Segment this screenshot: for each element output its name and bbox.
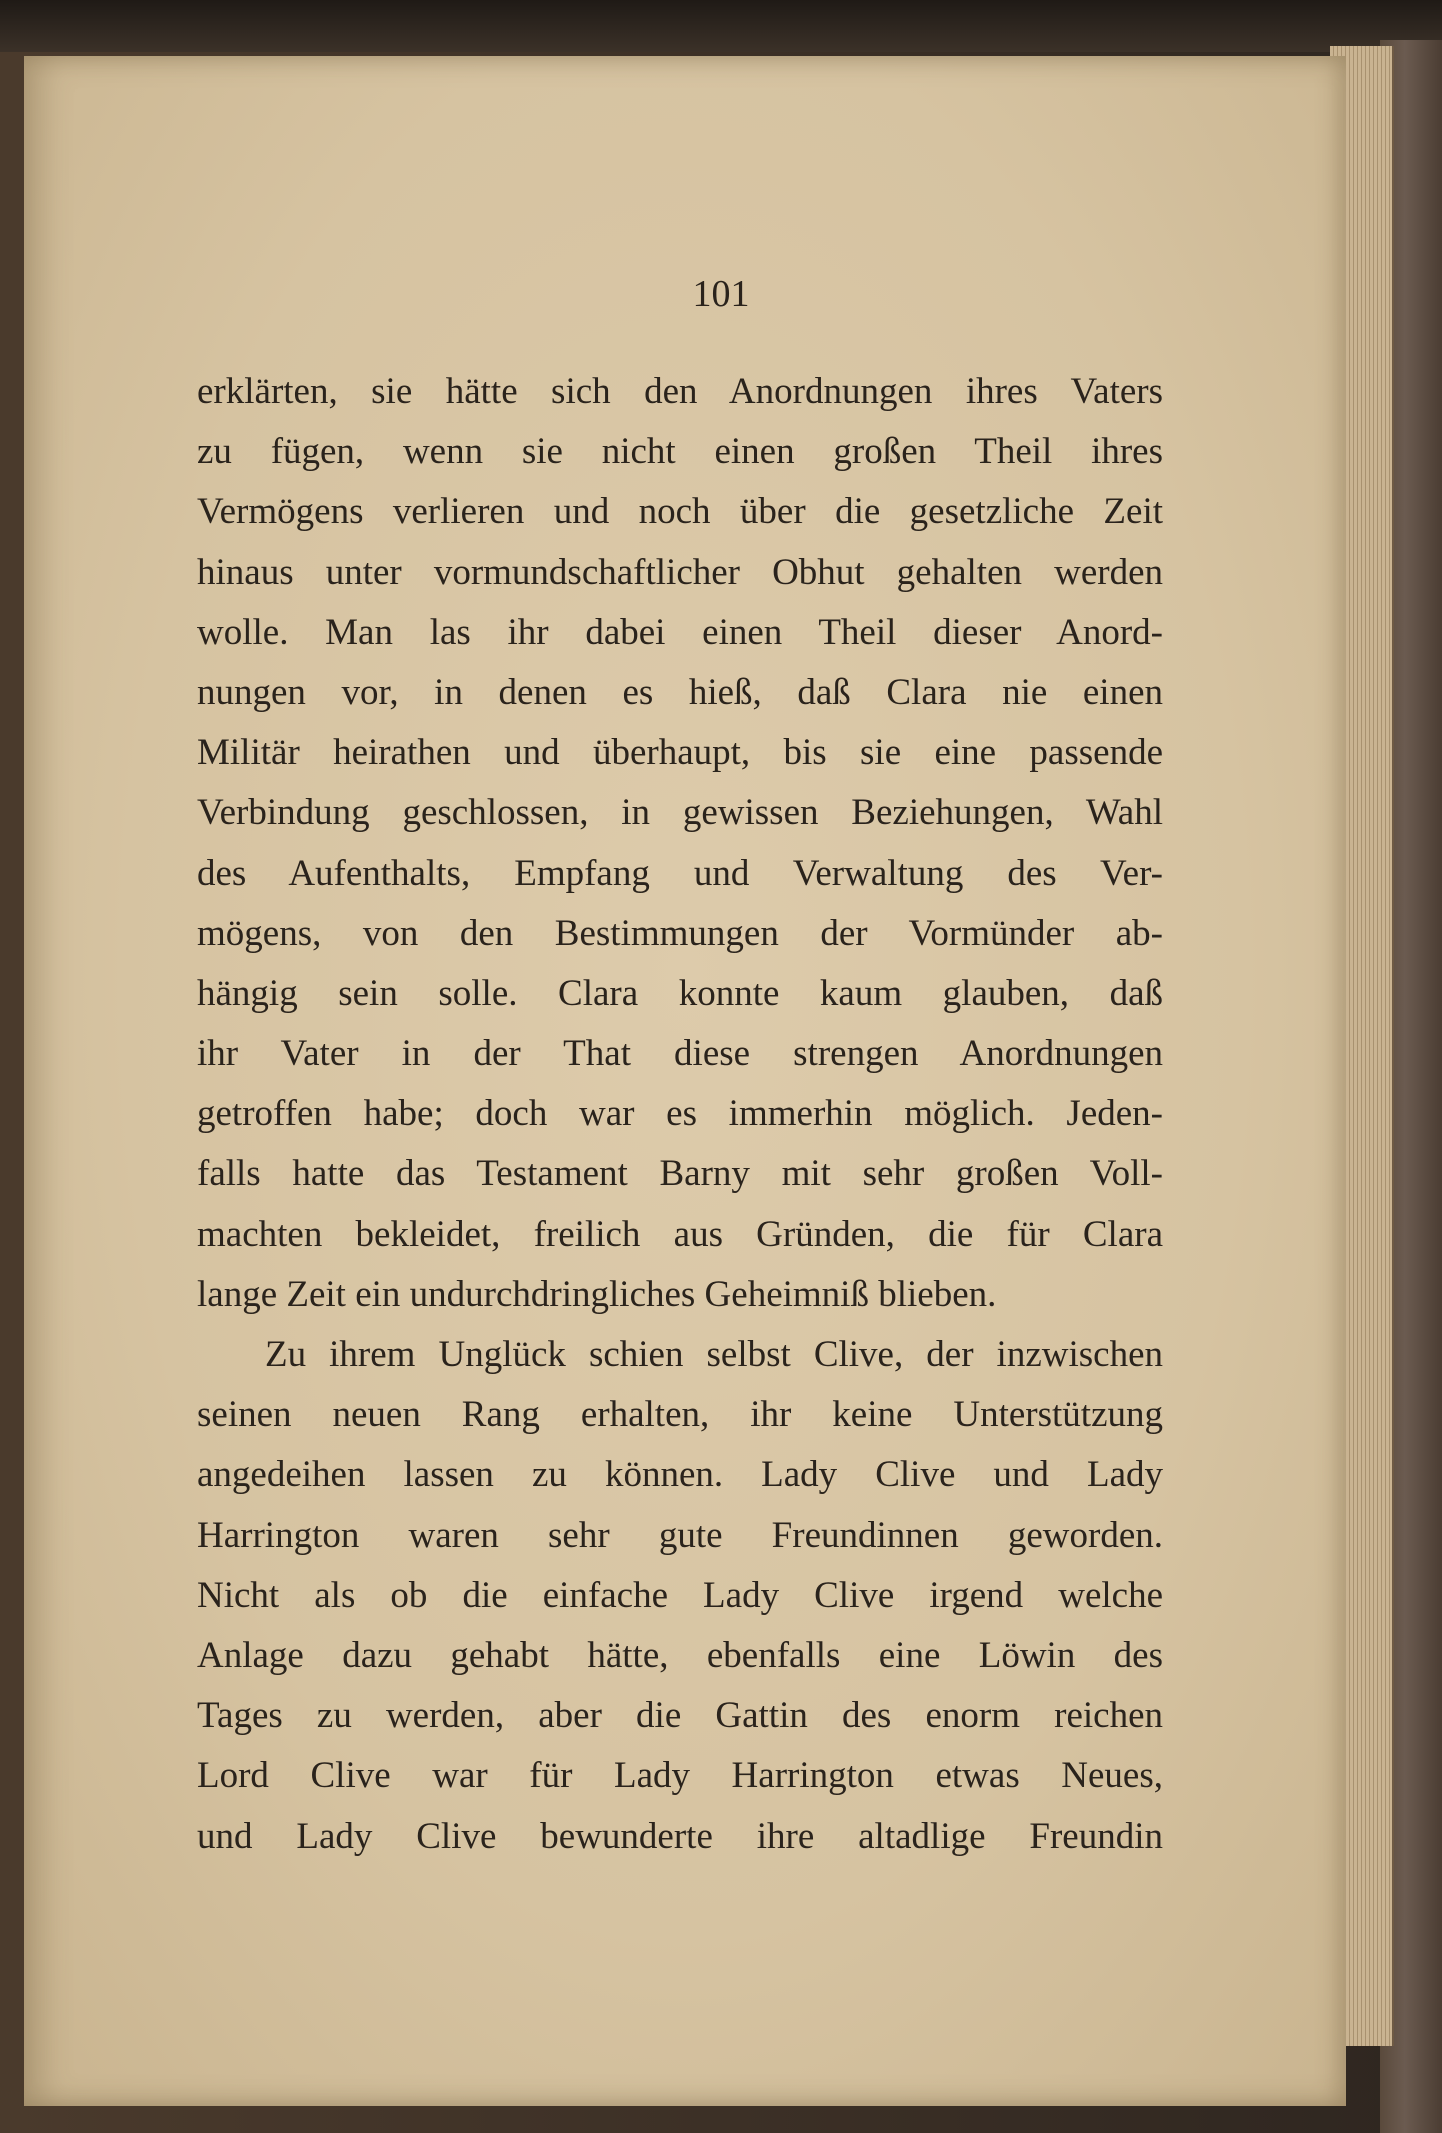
text-line: hängig sein solle. Clara konnte kaum glauben, daß [197, 972, 1163, 1014]
text-line: Nicht als ob die einfache Lady Clive irgend welche [197, 1574, 1163, 1616]
text-line: ihr Vater in der That diese strengen Anordnungen [197, 1033, 1163, 1075]
body-text [197, 362, 1163, 1867]
text-line: zu fügen, wenn sie nicht einen großen Theil ihres [197, 431, 1163, 473]
text-line: des Aufenthalts, Empfang und Verwaltung des Ver- [197, 852, 1163, 894]
text-line: Zu ihrem Unglück schien selbst Clive, der inzwischen [265, 1334, 1163, 1375]
page-number: 101 [692, 273, 750, 315]
text-line: Lord Clive war für Lady Harrington etwas Neues, [197, 1755, 1163, 1797]
text-line: hinaus unter vormundschaftlicher Obhut gehalten werden [197, 551, 1163, 593]
text-line: falls hatte das Testament Barny mit sehr großen Voll- [197, 1153, 1163, 1195]
text-line: und Lady Clive bewunderte ihre altadlige Freundin [197, 1815, 1163, 1857]
text-line: machten bekleidet, freilich aus Gründen, die für Clara [197, 1213, 1163, 1255]
text-line: nungen vor, in denen es hieß, daß Clara nie einen [197, 671, 1163, 713]
text-line: erklärten, sie hätte sich den Anordnungen ihres Vaters [197, 371, 1163, 412]
text-line: mögens, von den Bestimmungen der Vormünder ab- [197, 912, 1163, 954]
text-line: seinen neuen Rang erhalten, ihr keine Unterstützung [197, 1394, 1163, 1436]
text-line: Anlage dazu gehabt hätte, ebenfalls eine Löwin des [197, 1634, 1163, 1676]
text-line: Vermögens verlieren und noch über die gesetzliche Zeit [197, 491, 1163, 533]
text-line: Verbindung geschlossen, in gewissen Beziehungen, Wahl [197, 792, 1163, 834]
text-line: Harrington waren sehr gute Freundinnen geworden. [197, 1514, 1163, 1556]
text-line: lange Zeit ein undurchdringliches Geheimniß blieben. [197, 1273, 997, 1315]
text-line: angedeihen lassen zu können. Lady Clive und Lady [197, 1454, 1163, 1496]
text-line: Militär heirathen und überhaupt, bis sie eine passende [197, 732, 1163, 774]
cover-top-edge [0, 0, 1442, 52]
text-line: Tages zu werden, aber die Gattin des enorm reichen [197, 1695, 1163, 1737]
text-line: getroffen habe; doch war es immerhin möglich. Jeden- [197, 1093, 1163, 1135]
text-line: wolle. Man las ihr dabei einen Theil dieser Anord- [197, 611, 1163, 653]
